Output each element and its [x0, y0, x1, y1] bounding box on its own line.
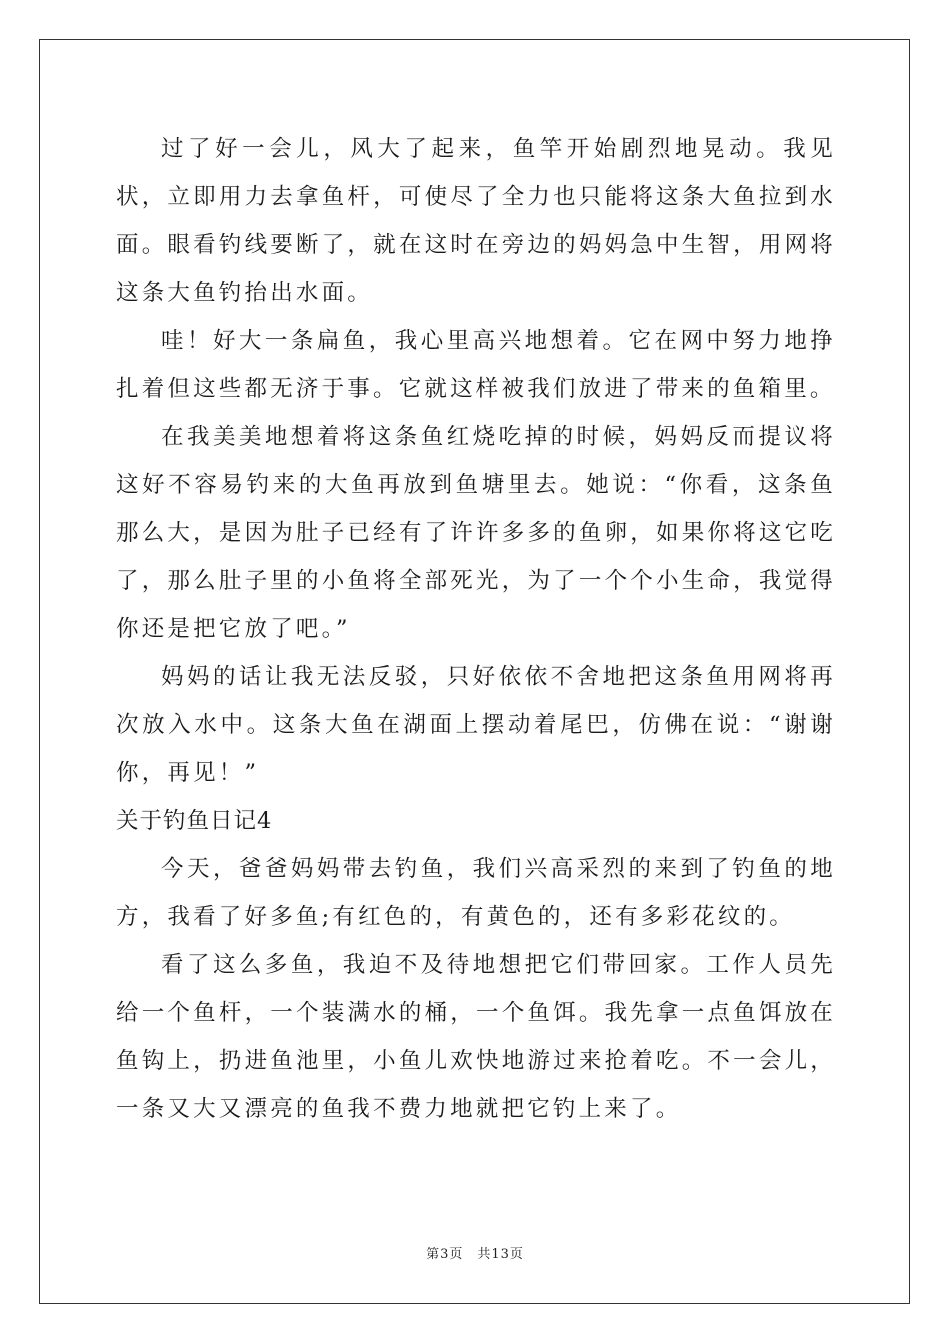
paragraph: 哇！好大一条扁鱼，我心里高兴地想着。它在网中努力地挣扎着但这些都无济于事。它就这样被我们放进了带来的鱼箱里。	[116, 328, 836, 402]
page-total: 共13页	[477, 1247, 524, 1262]
page-number: 第3页	[426, 1247, 464, 1262]
paragraph: 妈妈的话让我无法反驳，只好依依不舍地把这条鱼用网将再次放入水中。这条大鱼在湖面上摆动着尾巴，仿佛在说：“谢谢你，再见！”	[116, 664, 836, 786]
paragraph: 在我美美地想着将这条鱼红烧吃掉的时候，妈妈反而提议将这好不容易钓来的大鱼再放到鱼塘里去。她说：“你看，这条鱼那么大，是因为肚子已经有了许许多多的鱼卵，如果你将这它吃了，那么肚子里的小鱼将全部死光，为了一个个小生命，我觉得你还是把它放了吧。”	[116, 424, 836, 642]
paragraph: 过了好一会儿，风大了起来，鱼竿开始剧烈地晃动。我见状，立即用力去拿鱼杆，可使尽了全力也只能将这条大鱼拉到水面。眼看钓线要断了，就在这时在旁边的妈妈急中生智，用网将这条大鱼钓抬出水面。	[116, 136, 836, 306]
paragraph: 今天，爸爸妈妈带去钓鱼，我们兴高采烈的来到了钓鱼的地方，我看了好多鱼;有红色的，有黄色的，还有多彩花纹的。	[116, 856, 836, 930]
page-footer	[0, 1243, 950, 1262]
section-title: 关于钓鱼日记4	[116, 808, 273, 834]
document-body	[116, 125, 836, 1133]
paragraph: 看了这么多鱼，我迫不及待地想把它们带回家。工作人员先给一个鱼杆，一个装满水的桶，一个鱼饵。我先拿一点鱼饵放在鱼钩上，扔进鱼池里，小鱼儿欢快地游过来抢着吃。不一会儿，一条又大又漂亮的鱼我不费力地就把它钓上来了。	[116, 952, 836, 1122]
